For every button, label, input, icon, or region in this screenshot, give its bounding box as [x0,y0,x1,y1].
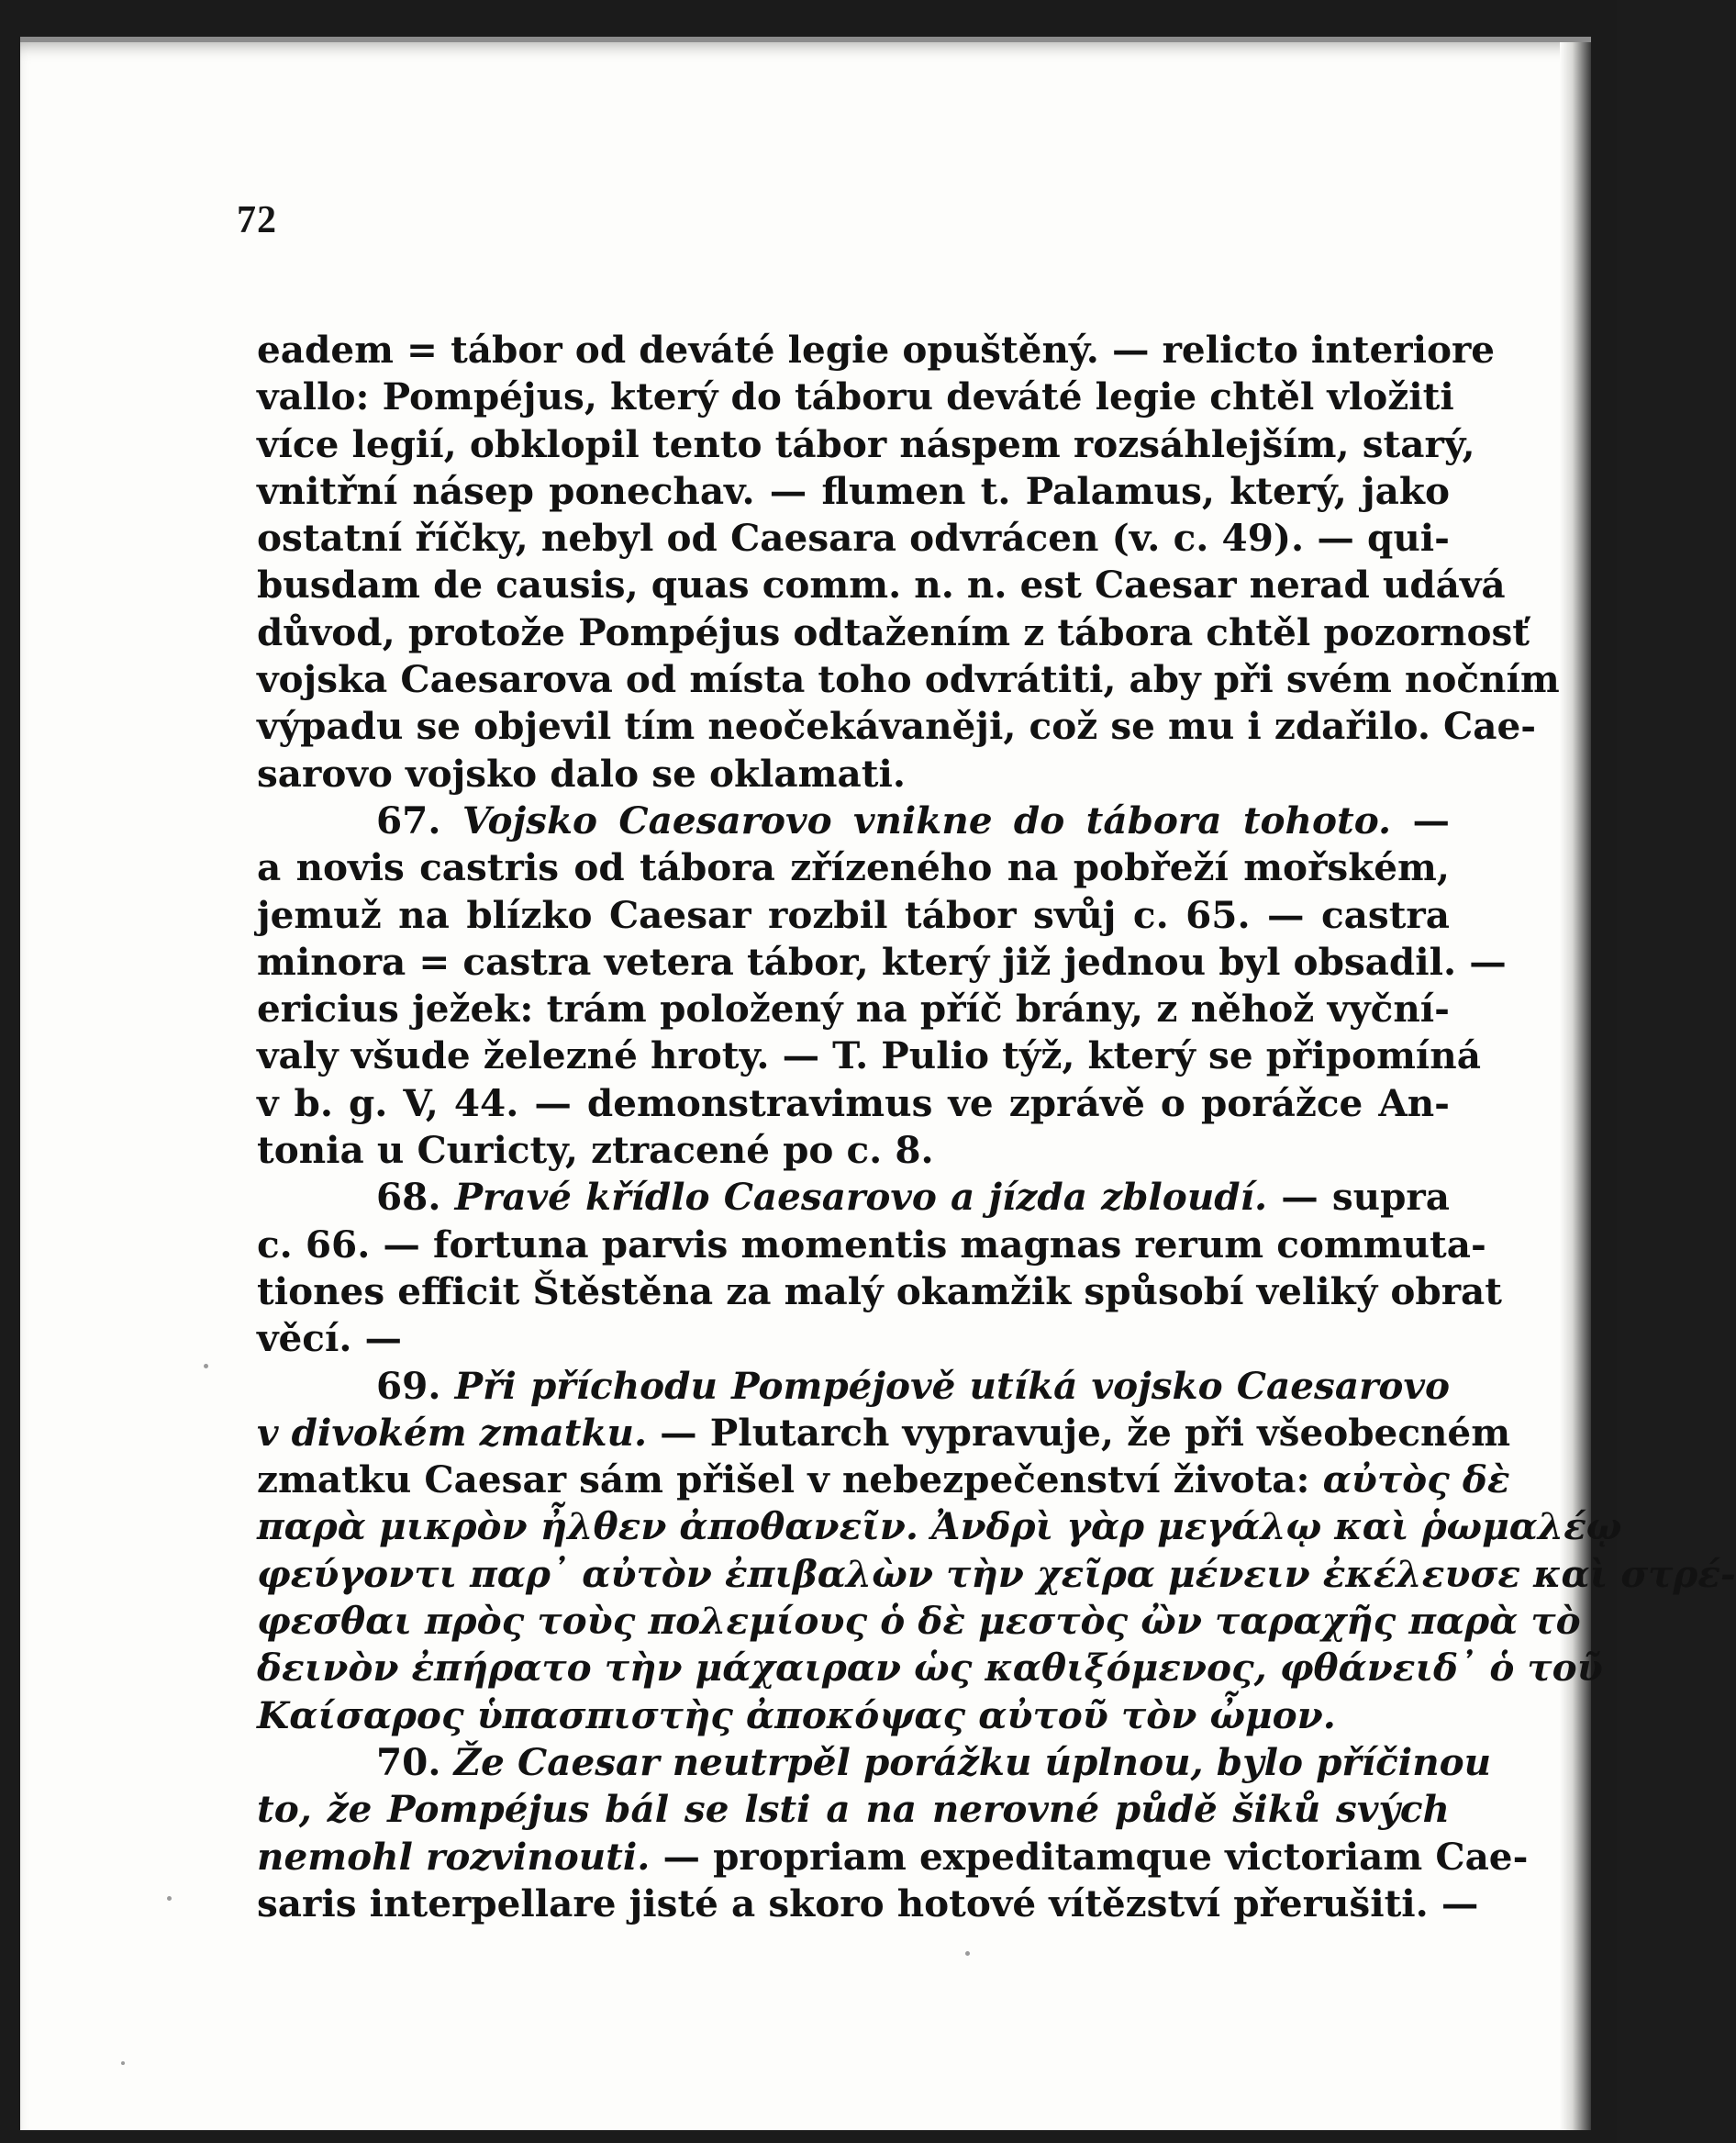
text-line [257,1739,1492,1786]
book-page [20,37,1736,2130]
text-line [257,1363,1450,1410]
section-heading: Při příchodu Pompéjově utíká vojsko Caesarovo [454,1363,1450,1408]
text-run: — Plutarch vypravuje, že při všeobecném [647,1410,1511,1455]
text-line [257,1032,1481,1079]
text-run: výpadu se objevil tím neočekávaněji, což se mu i zdařilo. Cae- [257,704,1537,749]
text-line [257,939,1507,986]
greek-quote: φεσθαι πρὸς τοὺς πολεμίους ὁ δὲ μεστὸς ὢν ταραχῆς παρὰ τὸ [257,1599,1581,1644]
greek-quote: παρὰ μικρὸν ἦλθεν ἀποθανεῖν. Ἀνδρὶ γὰρ μεγάλῳ καὶ ῥωμαλέῳ [257,1504,1622,1549]
text-run: 69. [376,1363,455,1408]
text-line [257,656,1560,703]
text-run: sarovo vojsko dalo se oklamati. [257,751,906,796]
text-run: — [1391,798,1450,843]
text-line [257,751,1450,798]
text-line [257,1881,1479,1927]
text-run: vojska Caesarova od místa toho odvrátiti, aby při svém nočním [257,657,1560,702]
body-text [257,327,1736,1927]
text-line [257,1457,1510,1503]
text-run: saris interpellare jisté a skoro hotové vítězství přerušiti. — [257,1881,1479,1925]
text-run: 70. [376,1739,454,1784]
text-run: 68. [376,1175,455,1220]
text-line [257,1834,1529,1881]
text-run: a novis castris od tábora zřízeného na pobřeží mořském, [257,845,1450,890]
text-run: v b. g. V, 44. — demonstravimus ve zprávě o porážce An- [257,1080,1450,1125]
greek-quote: δεινὸν ἐπήρατο τὴν μάχαιραν ὡς καθιξόμενος, φθάνειδ᾽ ὁ τοῦ [257,1646,1603,1691]
text-run: tonia u Curicty, ztracené po c. 8. [257,1128,934,1173]
dust-speck [121,2061,125,2065]
section-heading: Vojsko Caesarovo vnikne do tábora tohoto. [462,798,1392,843]
page-number: 72 [237,199,277,241]
text-line [257,1692,1450,1739]
text-line [257,374,1454,420]
text-run: — propriam expeditamque victoriam Cae- [650,1834,1529,1879]
text-line [257,1598,1581,1645]
text-run: 67. [376,798,462,843]
text-line [257,1080,1450,1127]
text-line [257,1551,1736,1598]
greek-quote: αὐτὸς δὲ [1322,1457,1510,1502]
text-run: důvod, protože Pompéjus odtažením z tábora chtěl pozornosť [257,609,1530,654]
text-line [257,421,1475,468]
text-run: c. 66. — fortuna parvis momentis magnas rerum commuta- [257,1222,1486,1267]
text-run: vallo: Pompéjus, který do táboru deváté legie chtěl vložiti [257,374,1454,419]
section-heading: Že Caesar neutrpěl porážku úplnou, bylo příčinou [453,1739,1492,1784]
text-line [257,986,1450,1032]
text-line [257,844,1450,891]
text-run: věcí. — [257,1316,403,1361]
dust-speck [167,1896,172,1901]
text-run: tiones efficit Štěstěna za malý okamžik spůsobí veliký obrat [257,1268,1502,1313]
text-run: busdam de causis, quas comm. n. n. est Caesar nerad udává [257,563,1506,608]
text-run: jemuž na blízko Caesar rozbil tábor svůj c. 65. — castra [257,892,1450,937]
greek-quote: Καίσαρος ὑπασπιστὴς ἀποκόψας αὐτοῦ τὸν ὦμον. [257,1692,1336,1737]
text-line [257,703,1537,750]
text-line [257,562,1506,608]
dust-speck [965,1951,970,1956]
text-line [257,1315,1450,1362]
dust-speck [204,1364,208,1368]
page-gutter [1560,42,1591,2130]
text-run: valy všude železné hroty. — T. Pulio týž, který se připomíná [257,1033,1481,1078]
greek-quote: φεύγοντι παρ᾽ αὐτὸν ἐπιβαλὼν τὴν χεῖρα μένειν ἐκέλευσε καὶ στρέ- [257,1551,1736,1596]
text-line [257,327,1496,374]
text-line [257,892,1450,939]
text-line [257,798,1450,844]
text-run: zmatku Caesar sám přišel v nebezpečenství života: [257,1457,1323,1502]
text-run: eadem = tábor od deváté legie opuštěný. — relicto interiore [257,328,1496,372]
text-line [257,1127,1450,1174]
text-line [257,609,1530,656]
text-line [257,1786,1450,1833]
text-line [257,515,1450,562]
section-heading: v divokém zmatku. [257,1410,648,1455]
text-line [257,1174,1450,1221]
section-heading: to, že Pompéjus bál se lsti a na nerovné půdě šiků svých [257,1787,1450,1832]
text-run: minora = castra vetera tábor, který již jednou byl obsadil. — [257,939,1507,984]
text-line [257,1268,1502,1315]
text-line [257,1503,1622,1550]
text-run: ericius ježek: trám položený na příč brány, z něhož vyční- [257,987,1450,1032]
text-run: více legií, obklopil tento tábor náspem rozsáhlejším, starý, [257,421,1475,466]
text-line [257,1645,1603,1691]
text-run: vnitřní násep ponechav. — flumen t. Palamus, který, jako [257,468,1450,513]
text-line [257,1222,1486,1268]
text-run: — supra [1267,1175,1450,1220]
section-heading: Pravé křídlo Caesarovo a jízda zbloudí. [454,1175,1268,1220]
text-line [257,468,1450,515]
text-line [257,1410,1511,1457]
text-run: ostatní říčky, nebyl od Caesara odvrácen (v. c. 49). — qui- [257,516,1450,561]
section-heading: nemohl rozvinouti. [257,1834,651,1879]
